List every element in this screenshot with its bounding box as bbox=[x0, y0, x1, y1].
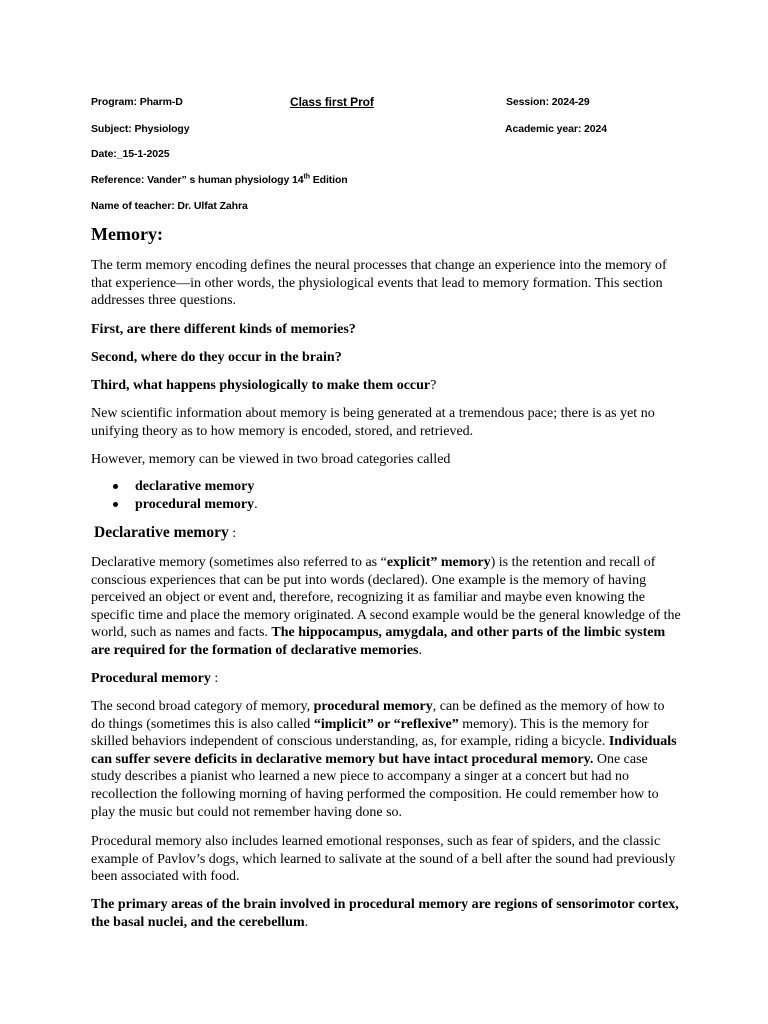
categories-intro bbox=[91, 451, 681, 469]
brain-areas-bold: The primary areas of the brain involved in procedural memory are regions of sensorimotor cortex, the basal nuclei, and the cerebellum bbox=[91, 897, 679, 930]
bullet-icon bbox=[113, 484, 118, 489]
question-1-text: First, are there different kinds of memories? bbox=[91, 322, 356, 337]
intro-text: The term memory encoding defines the neural processes that change an experience into the memory of that experience—in other words, the physiological events that lead to memory formation. This section addresses three questions. bbox=[91, 258, 667, 309]
bullet-declarative: declarative memory bbox=[135, 479, 255, 494]
new-info-text: New scientific information about memory is being generated at a tremendous pace; there is as yet no unifying theory as to how memory is encoded, stored, and retrieved. bbox=[91, 406, 655, 439]
declarative-end: . bbox=[418, 642, 422, 658]
teacher-label: Name of teacher: Dr. Ulfat Zahra bbox=[91, 200, 248, 212]
question-3-mark: ? bbox=[430, 378, 437, 393]
question-1 bbox=[91, 321, 681, 339]
list-item bbox=[91, 478, 258, 496]
procedural-text-3: memory). This is the memory for skilled behaviors independent of conscious understanding, as, for example, riding a bicycle. bbox=[91, 716, 649, 750]
question-2-text: Second, where do they occur in the brain? bbox=[91, 350, 342, 365]
declarative-heading bbox=[94, 524, 684, 543]
program-label: Program: Pharm-D bbox=[91, 96, 183, 108]
declarative-heading-text: Declarative memory bbox=[94, 524, 229, 541]
reference-sup: th bbox=[303, 173, 310, 181]
subject-label: Subject: Physiology bbox=[91, 123, 190, 135]
procedural-heading-text: Procedural memory bbox=[91, 671, 211, 686]
procedural-bold-2: “implicit” or “reflexive” bbox=[313, 716, 459, 732]
brain-areas-paragraph bbox=[91, 896, 681, 931]
declarative-heading-colon: : bbox=[228, 526, 237, 541]
reference-label bbox=[91, 174, 348, 186]
new-info-paragraph bbox=[91, 405, 681, 440]
procedural-heading bbox=[91, 670, 681, 688]
declarative-paragraph bbox=[91, 554, 681, 660]
bullet-procedural: procedural memory bbox=[135, 496, 255, 512]
page-heading: Memory: bbox=[91, 224, 163, 244]
intro-paragraph bbox=[91, 257, 681, 310]
procedural-paragraph bbox=[91, 698, 681, 821]
academic-year-label: Academic year: 2024 bbox=[505, 123, 608, 135]
declarative-text-1: Declarative memory (sometimes also referred to as “ bbox=[91, 555, 387, 570]
brain-areas-end: . bbox=[304, 914, 309, 930]
question-3-text: Third, what happens physiologically to make them occur bbox=[91, 378, 431, 393]
declarative-bold-1: explicit” memory bbox=[386, 555, 491, 570]
question-2 bbox=[91, 349, 681, 367]
class-title: Class first Prof bbox=[290, 95, 374, 109]
procedural-text-4: One case study describes a pianist who learned a new piece to accompany a singer at a concert but had no recollection the following morning of having performed the composition. He could remember how to play the music but could not remember having done so. bbox=[91, 751, 659, 820]
question-3 bbox=[91, 377, 681, 395]
reference-prefix: Reference: Vander” s human physiology 14 bbox=[91, 174, 304, 186]
declarative-text-2: ) is the retention and recall of conscious experiences that can be put into words (declared). One example is the memory of having perceived an object or event and, therefore, recognizing it as familiar and maybe even knowing the specific time and place the memory originated. A second example would be the general knowledge of the world, such as names and facts. bbox=[91, 555, 681, 641]
bullet-procedural-end: . bbox=[254, 496, 258, 512]
memory-categories-list bbox=[91, 478, 258, 513]
procedural-heading-colon: : bbox=[210, 671, 219, 686]
date-label: Date:_15-1-2025 bbox=[91, 148, 170, 160]
bullet-icon bbox=[113, 502, 118, 507]
reference-suffix: Edition bbox=[309, 174, 348, 186]
declarative-bold-2: The hippocampus, amygdala, and other parts of the limbic system are required for the formation of declarative memories bbox=[91, 625, 666, 658]
procedural-text-1: The second broad category of memory, bbox=[91, 699, 314, 714]
emotional-text: Procedural memory also includes learned emotional responses, such as fear of spiders, and the classic example of Pavlov’s dogs, which learned to salivate at the sound of a bell after the sound had previously been associated with food. bbox=[91, 834, 676, 885]
emotional-paragraph bbox=[91, 833, 681, 886]
procedural-bold-3: Individuals can suffer severe deficits in declarative memory but have intact procedural memory. bbox=[91, 734, 677, 767]
procedural-bold-1: procedural memory bbox=[313, 699, 433, 714]
session-label: Session: 2024-29 bbox=[506, 96, 590, 108]
categories-intro-text: However, memory can be viewed in two broad categories called bbox=[91, 452, 451, 467]
procedural-text-2: , can be defined as the memory of how to do things (sometimes this is also called bbox=[91, 699, 665, 732]
list-item bbox=[91, 496, 258, 514]
